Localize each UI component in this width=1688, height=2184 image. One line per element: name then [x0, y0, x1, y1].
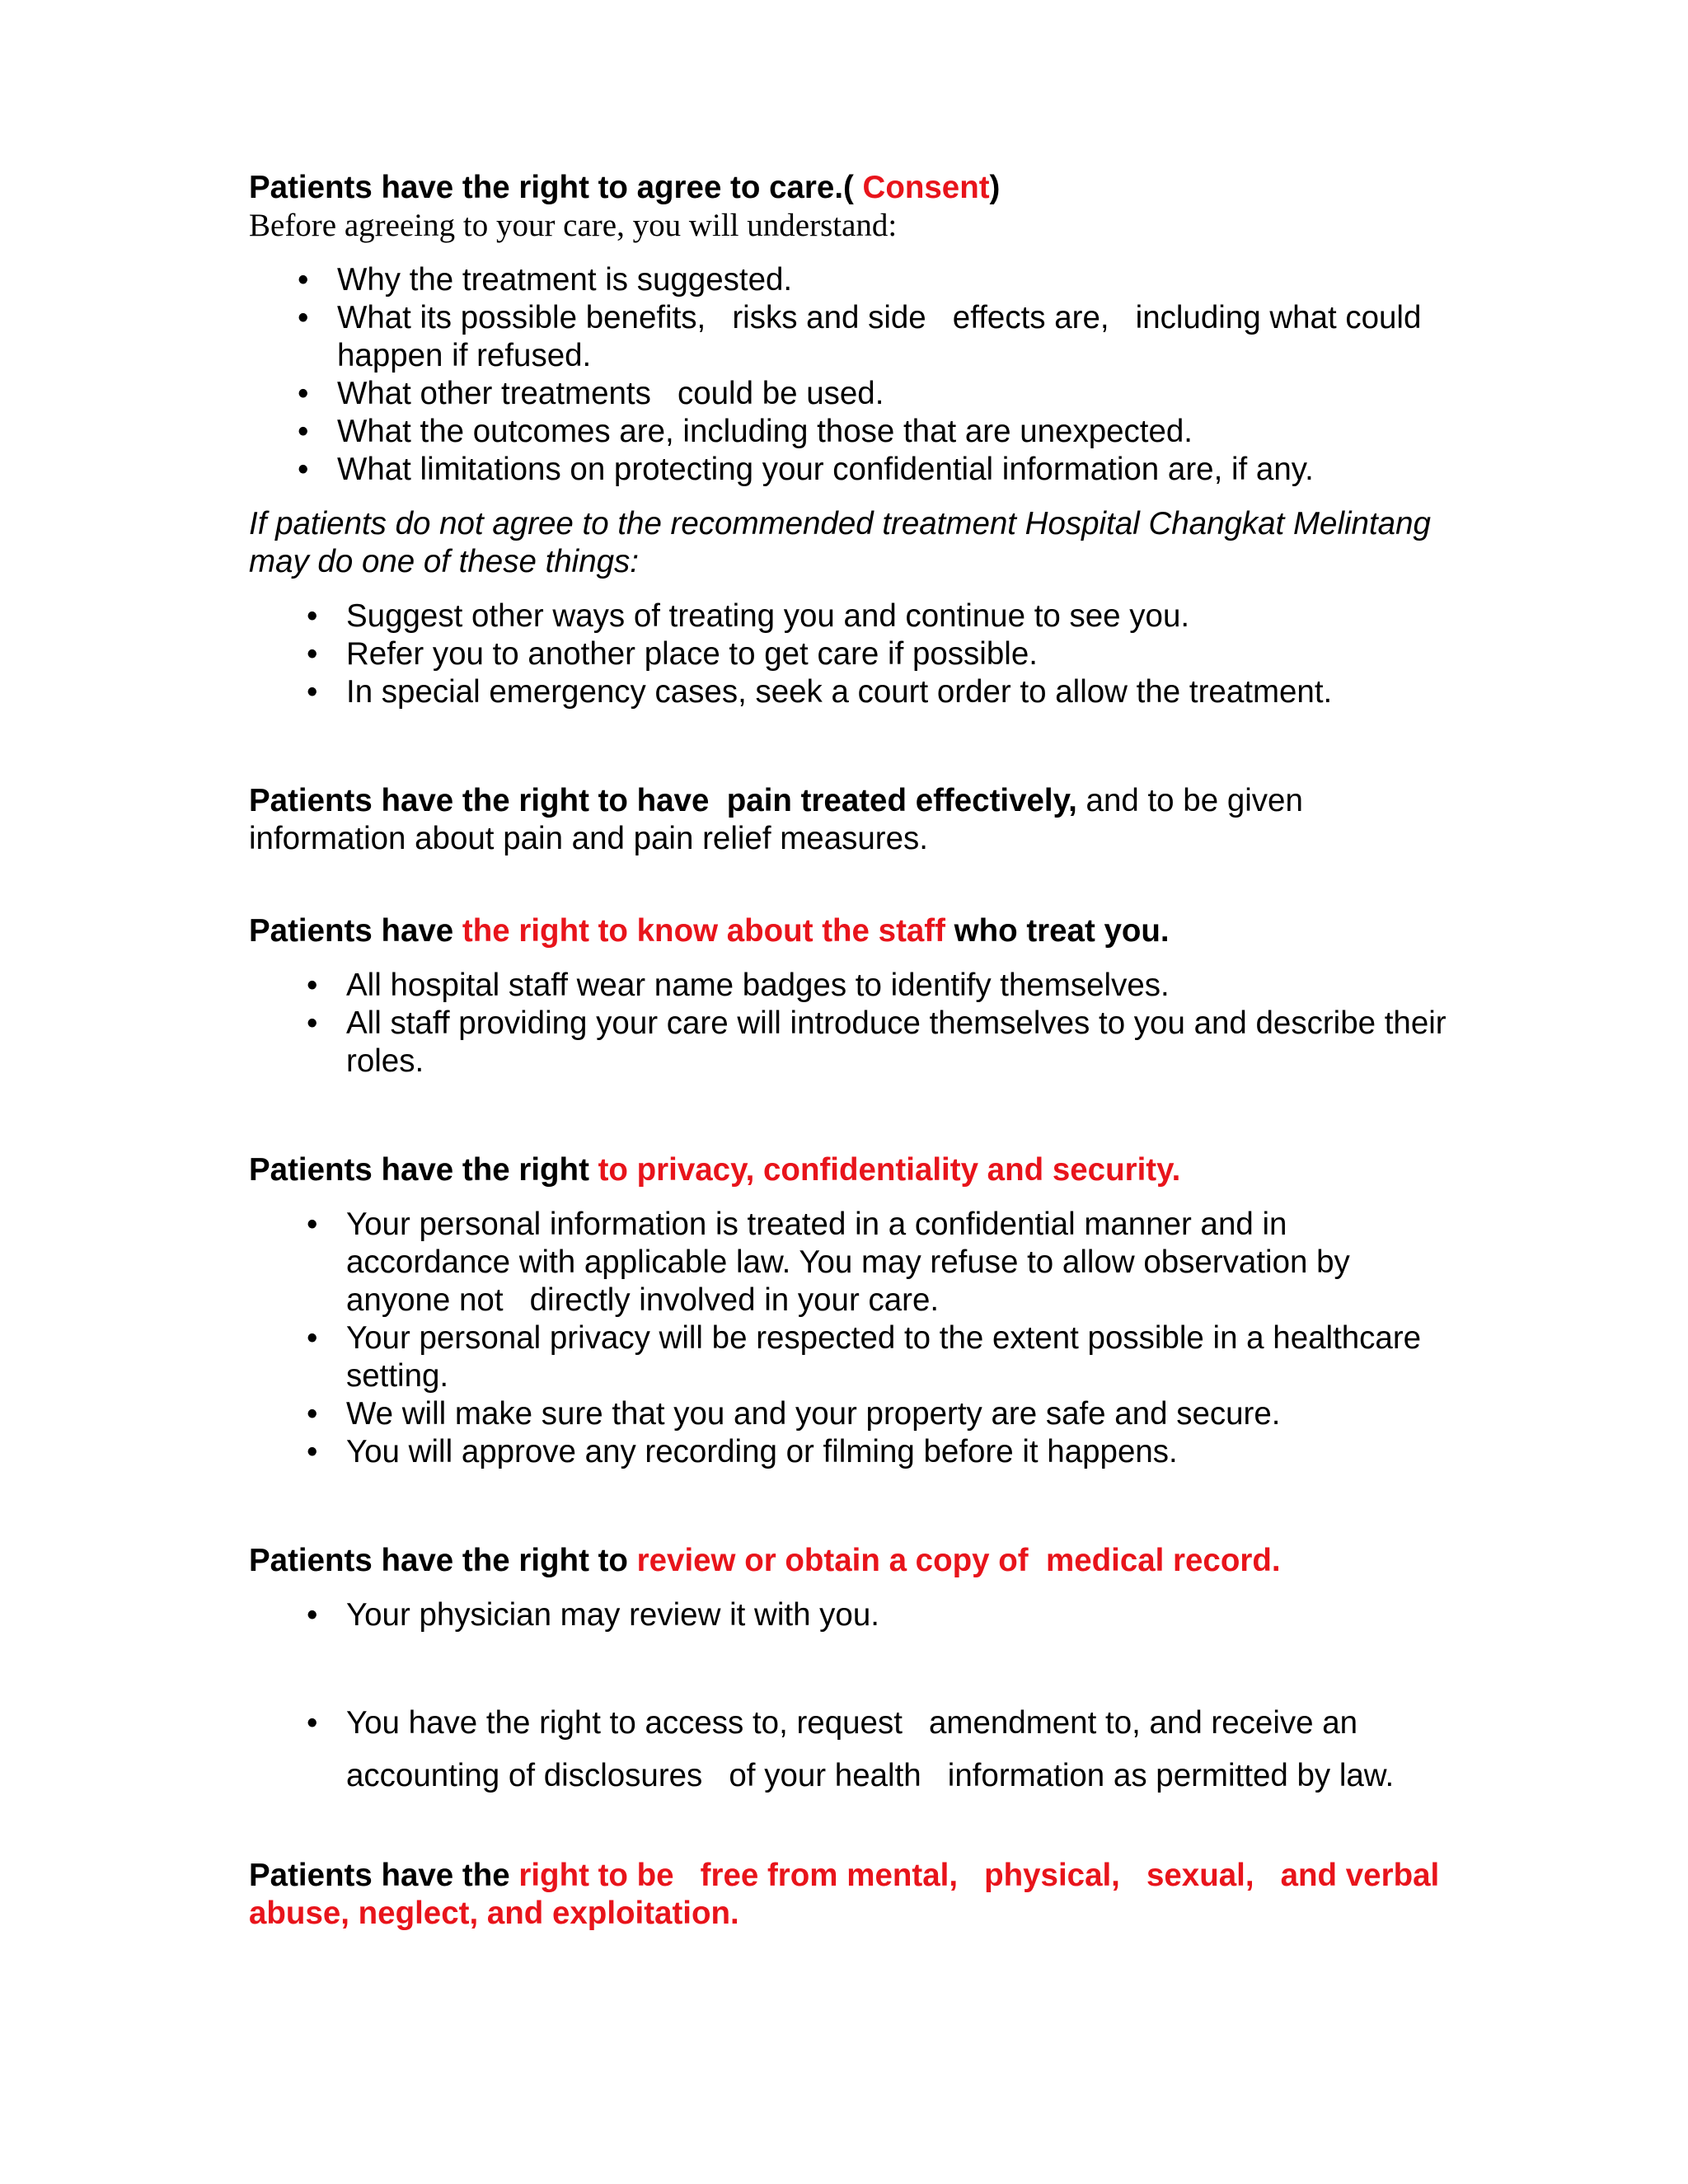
section-consent — [249, 169, 1452, 711]
consent-list — [249, 261, 1452, 489]
privacy-heading-highlight: to privacy, confidentiality and security. — [598, 1152, 1181, 1188]
section-medical-record — [249, 1542, 1452, 1802]
abuse-heading-text: Patients have the — [249, 1858, 519, 1893]
list-item: • Suggest other ways of treating you and continue to see you. — [346, 598, 1452, 635]
list-item: • We will make sure that you and your property are safe and secure. — [346, 1395, 1452, 1433]
list-item: • All hospital staff wear name badges to identify themselves. — [346, 967, 1452, 1005]
list-item: • What the outcomes are, including those that are unexpected. — [337, 413, 1452, 451]
consent-heading — [249, 169, 1452, 207]
record-list — [249, 1596, 1452, 1802]
list-item: • In special emergency cases, seek a court order to allow the treatment. — [346, 673, 1452, 711]
list-item: • Your personal privacy will be respected to the extent possible in a healthcare setting. — [346, 1319, 1452, 1395]
record-heading-text: Patients have the right to — [249, 1543, 637, 1578]
list-item: • You have the right to access to, request amendment to, and receive an accounting of disclosures of your health information as permitted by law. — [346, 1697, 1452, 1802]
consent-heading-close: ) — [989, 170, 1001, 205]
consent-options-list — [249, 598, 1452, 711]
record-heading — [249, 1542, 1452, 1580]
list-item: • What other treatments could be used. — [337, 375, 1452, 413]
pain-text: and to be given information about pain and pain relief measures. — [249, 783, 1303, 856]
privacy-list — [249, 1206, 1452, 1471]
list-item: • Refer you to another place to get care if possible. — [346, 635, 1452, 673]
list-item: • What its possible benefits, risks and side effects are, including what could happen if refused. — [337, 299, 1452, 375]
section-abuse — [249, 1857, 1452, 1933]
pain-paragraph — [249, 782, 1452, 858]
staff-heading-text: Patients have — [249, 913, 462, 949]
consent-heading-text: Patients have the right to agree to care.( — [249, 170, 863, 205]
list-item: • You will approve any recording or filming before it happens. — [346, 1433, 1452, 1471]
staff-heading-highlight: the right to know about the staff — [462, 913, 945, 949]
record-heading-highlight: review or obtain a copy of medical record. — [636, 1543, 1281, 1578]
abuse-heading — [249, 1857, 1452, 1933]
section-staff — [249, 912, 1452, 1080]
staff-heading — [249, 912, 1452, 950]
consent-heading-highlight: Consent — [862, 170, 990, 205]
list-item: • Your physician may review it with you. — [346, 1596, 1452, 1634]
privacy-heading — [249, 1151, 1452, 1189]
privacy-heading-text: Patients have the right — [249, 1152, 598, 1188]
section-privacy — [249, 1151, 1452, 1471]
pain-heading: Patients have the right to have pain treated effectively, — [249, 783, 1077, 818]
section-pain — [249, 782, 1452, 858]
consent-refusal-note: If patients do not agree to the recommended treatment Hospital Changkat Melintang may do one of these things: — [249, 506, 1431, 579]
staff-heading-end: who treat you. — [945, 913, 1170, 949]
staff-list — [249, 967, 1452, 1080]
list-item: • All staff providing your care will introduce themselves to you and describe their roles. — [346, 1005, 1452, 1080]
abuse-heading-highlight: right to be free from mental, physical, sexual, and verbal abuse, neglect, and exploitation. — [249, 1858, 1448, 1931]
list-item: • Your personal information is treated in a confidential manner and in accordance with applicable law. You may refuse to allow observation by anyone not directly involved in your care. — [346, 1206, 1452, 1319]
consent-intro: Before agreeing to your care, you will understand: — [249, 208, 898, 243]
list-item: • What limitations on protecting your confidential information are, if any. — [337, 451, 1452, 489]
document-page — [249, 169, 1452, 1933]
list-item: • Why the treatment is suggested. — [337, 261, 1452, 299]
